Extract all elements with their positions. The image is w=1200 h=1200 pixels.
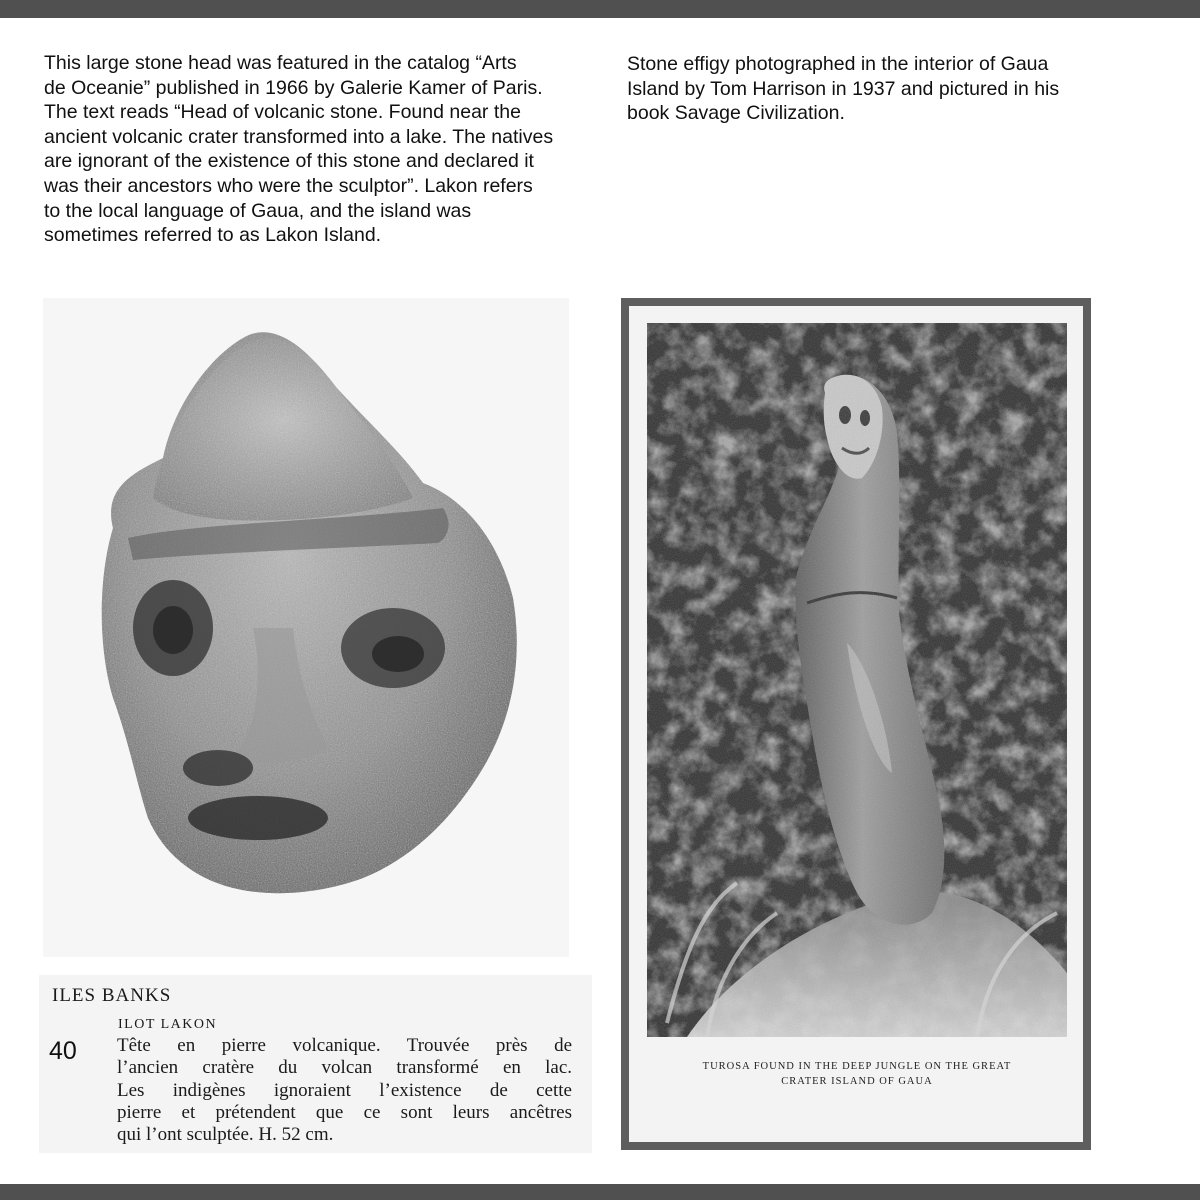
catalog-entry [39,975,592,1153]
catalog-body-line: Les indigènes ignoraient l’existence de cette [117,1079,572,1101]
left-caption-line: The text reads “Head of volcanic stone. Found near the [44,101,521,124]
catalog-body [117,1035,572,1146]
right-caption-line: book Savage Civilization. [627,102,845,125]
catalog-heading: ILES BANKS [52,985,172,1006]
left-caption-line: ancient volcanic crater transformed into a lake. The natives [44,125,554,148]
photo-caption-line: CRATER ISLAND OF GAUA [781,1076,933,1087]
stone-head-photo [43,298,569,957]
catalog-body-line: l’ancien cratère du volcan transformé en lac. [117,1057,572,1079]
catalog-number: 40 [49,1037,77,1065]
catalog-subheading: ILOT LAKON [118,1017,218,1032]
photo-caption [647,1059,1067,1089]
stone-head-illustration [43,298,569,957]
catalog-body-line: qui l’ont sculptée. H. 52 cm. [117,1124,334,1146]
catalog-body-line: Tête en pierre volcanique. Trouvée près de [117,1035,572,1056]
left-caption-line: sometimes referred to as Lakon Island. [44,224,382,247]
top-bar [0,0,1200,18]
photo-caption-line: TUROSA FOUND IN THE DEEP JUNGLE ON THE GREAT [702,1061,1012,1072]
right-caption-line: Stone effigy photographed in the interior of Gaua [627,53,1049,75]
stone-effigy-jungle-photo [647,323,1067,1037]
jungle-illustration [647,323,1067,1037]
left-caption-line: was their ancestors who were the sculptor”. Lakon refers [44,174,533,197]
left-caption-line: de Oceanie” published in 1966 by Galerie Kamer of Paris. [44,76,543,99]
bottom-bar [0,1184,1200,1200]
left-caption-line: This large stone head was featured in the catalog “Arts [44,52,517,74]
catalog-body-line: pierre et prétendent que ce sont leurs ancêtres [117,1101,572,1123]
left-caption [44,51,604,248]
stone-head-mouth [188,796,328,840]
left-caption-line: to the local language of Gaua, and the island was [44,199,472,222]
right-caption [627,52,1147,126]
left-caption-line: are ignorant of the existence of this stone and declared it [44,150,534,173]
right-caption-line: Island by Tom Harrison in 1937 and pictured in his [627,77,1060,100]
